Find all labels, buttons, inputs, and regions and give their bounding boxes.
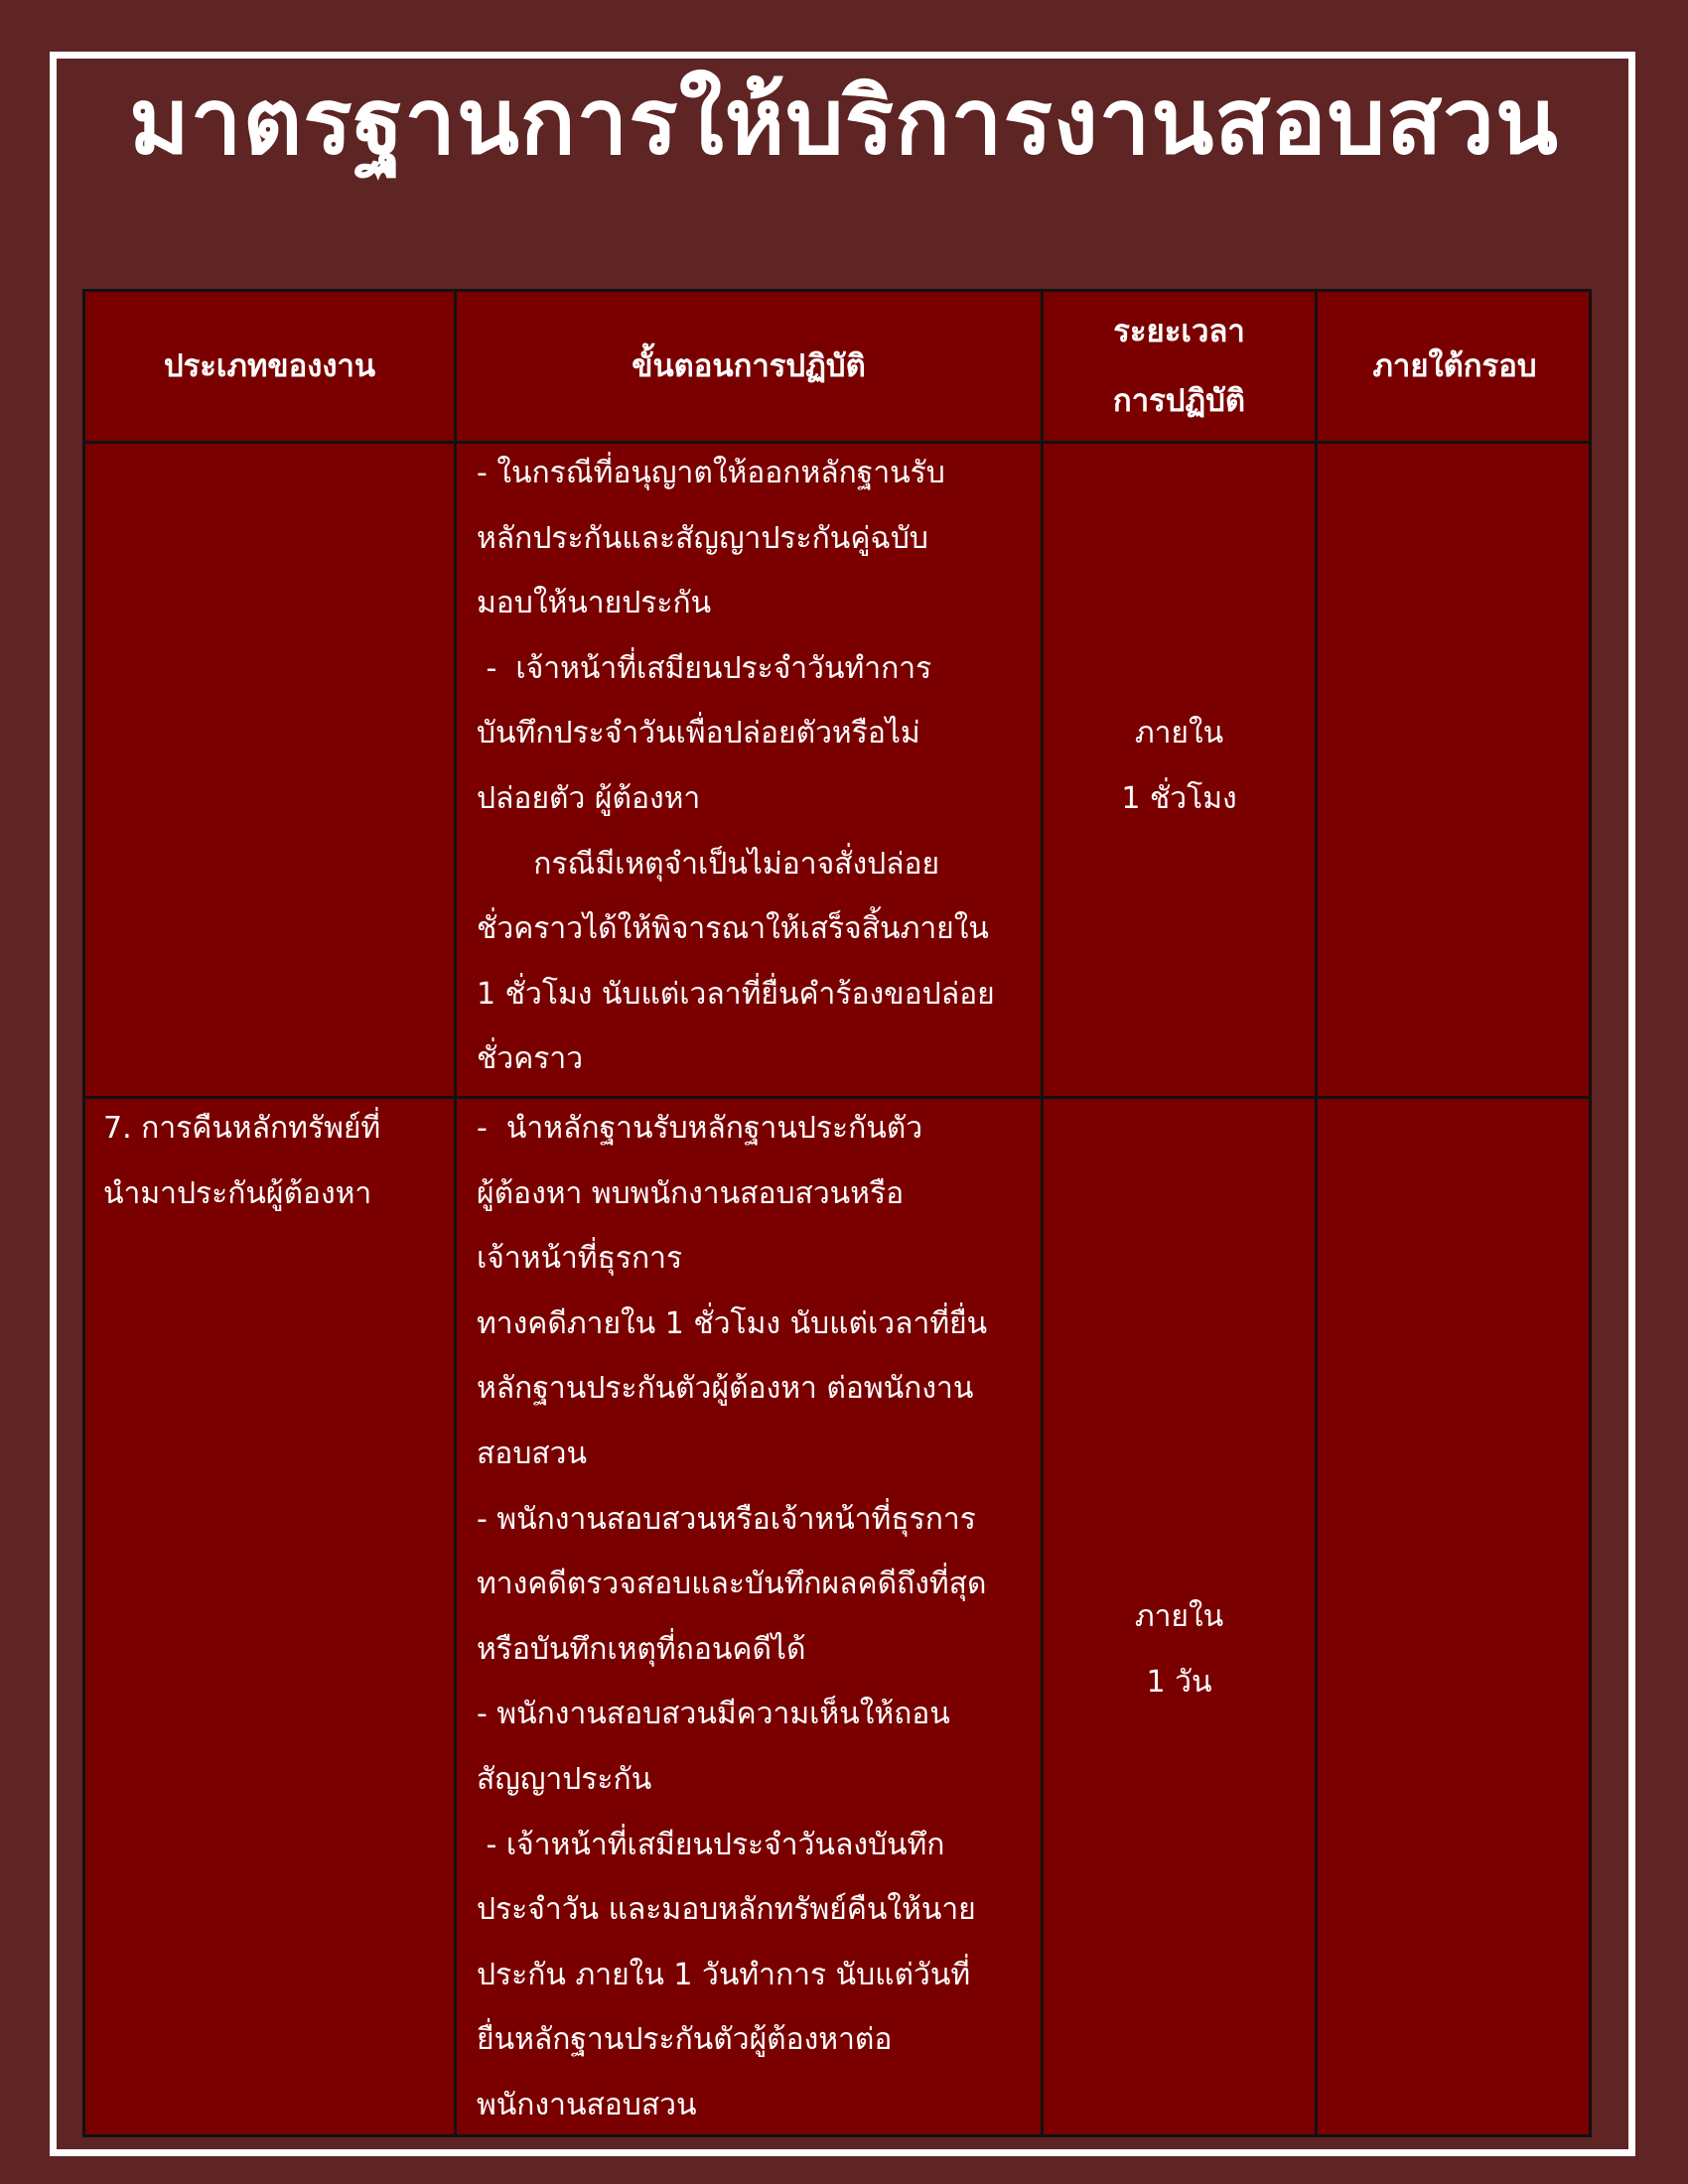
step-line: ชั่วคราว <box>477 1041 584 1077</box>
step-line: 1 ชั่วโมง นับแต่เวลาที่ยื่นคำร้องขอปล่อย <box>477 976 995 1012</box>
step-line: - ในกรณีที่อนุญาตให้ออกหลักฐานรับ <box>477 456 945 490</box>
step-line: - เจ้าหน้าที่เสมียนประจำวันทำการ <box>477 650 932 686</box>
step-line: ยื่นหลักฐานประกันตัวผู้ต้องหาต่อ <box>477 2022 893 2058</box>
step-line: ชั่วคราวได้ให้พิจารณาให้เสร็จสิ้นภายใน <box>477 911 989 947</box>
type-line: นำมาประกันผู้ต้องหา <box>103 1175 372 1211</box>
step-line: หลักฐานประกันตัวผู้ต้องหา ต่อพนักงาน <box>477 1371 974 1407</box>
row1-steps <box>477 441 1033 1092</box>
step-line: ประกัน ภายใน 1 วันทำการ นับแต่วันที่ <box>477 1957 971 1992</box>
column-divider <box>454 292 457 2134</box>
header-type-label: ประเภทของงาน <box>163 348 376 384</box>
step-line: ทางคดีภายใน 1 ชั่วโมง นับแต่เวลาที่ยื่น <box>477 1305 988 1341</box>
step-line: กรณีมีเหตุจำเป็นไม่อาจสั่งปล่อย <box>477 846 940 882</box>
row2-duration <box>1044 1584 1315 1714</box>
step-line: สัญญาประกัน <box>477 1761 652 1797</box>
row1-duration <box>1044 701 1315 831</box>
step-line: หรือบันทึกเหตุที่ถอนคดีได้ <box>477 1631 806 1667</box>
type-line: 7. การคืนหลักทรัพย์ที่ <box>103 1111 381 1146</box>
duration-line: ภายใน <box>1134 716 1224 751</box>
step-line: ประจำวัน และมอบหลักทรัพย์คืนให้นาย <box>477 1892 976 1928</box>
step-line: ปล่อยตัว ผู้ต้องหา <box>477 780 701 816</box>
header-within-frame <box>1318 292 1592 441</box>
step-line: หลักประกันและสัญญาประกันคู่ฉบับ <box>477 520 928 556</box>
column-divider <box>1315 292 1318 2134</box>
step-line: ทางคดีตรวจสอบและบันทึกผลคดีถึงที่สุด <box>477 1567 987 1602</box>
step-line: มอบให้นายประกัน <box>477 586 712 621</box>
service-standard-table <box>82 289 1592 2137</box>
duration-line: 1 ชั่วโมง <box>1121 780 1237 816</box>
duration-line: ภายใน <box>1134 1599 1224 1634</box>
step-line: - พนักงานสอบสวนมีความเห็นให้ถอน <box>477 1697 950 1732</box>
header-duration-line1: ระยะเวลา <box>1113 314 1245 349</box>
header-within-frame-label: ภายใต้กรอบ <box>1372 348 1537 384</box>
header-steps-label: ขั้นตอนการปฏิบัติ <box>632 348 866 384</box>
step-line: - เจ้าหน้าที่เสมียนประจำวันลงบันทึก <box>477 1827 945 1862</box>
step-line: ผู้ต้องหา พบพนักงานสอบสวนหรือ <box>477 1175 905 1211</box>
step-line: - นำหลักฐานรับหลักฐานประกันตัว <box>477 1111 923 1146</box>
header-duration-line2: การปฏิบัติ <box>1112 383 1246 419</box>
row2-type <box>103 1096 451 1226</box>
column-divider <box>1041 292 1044 2134</box>
duration-line: 1 วัน <box>1146 1664 1212 1700</box>
step-line: สอบสวน <box>477 1435 588 1471</box>
step-line: บันทึกประจำวันเพื่อปล่อยตัวหรือไม่ <box>477 716 920 751</box>
step-line: พนักงานสอบสวน <box>477 2087 697 2122</box>
header-steps <box>457 292 1041 441</box>
header-type <box>85 292 454 441</box>
step-line: เจ้าหน้าที่ธุรการ <box>477 1241 683 1277</box>
page-title: มาตรฐานการให้บริการงานสอบสวน <box>129 68 1559 175</box>
step-line: - พนักงานสอบสวนหรือเจ้าหน้าที่ธุรการ <box>477 1501 976 1537</box>
header-duration <box>1044 292 1315 441</box>
row2-steps <box>477 1096 1033 2137</box>
